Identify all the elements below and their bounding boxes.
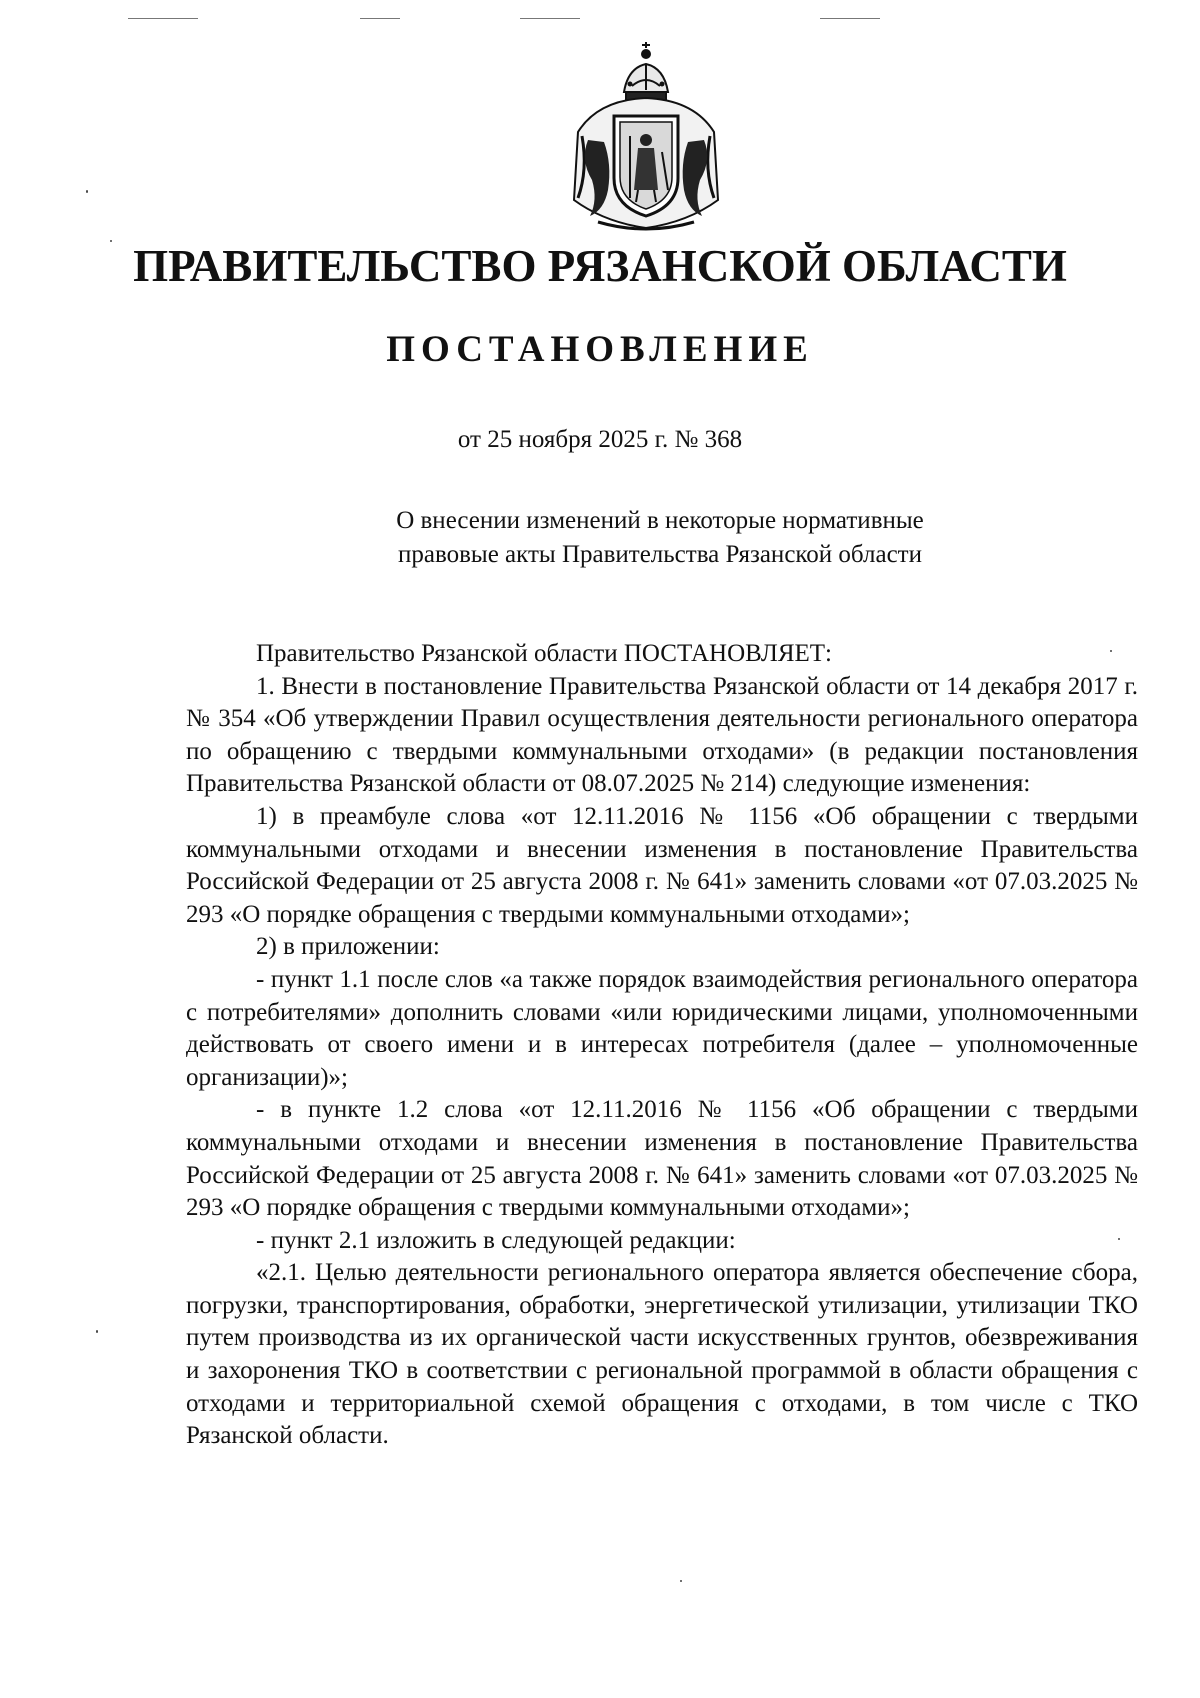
body-paragraph: 1) в преамбуле слова «от 12.11.2016 № 1156 «Об обращении с твердыми коммунальными отходами и внесении изменения в постановление Правительства Российской Федерации от 25 августа 2008 г. № 641» заменить словами «от 07.03.2025 № 293 «О порядке обращения с твердыми коммунальными отходами»;	[186, 802, 1138, 928]
body-paragraph: - в пункте 1.2 слова «от 12.11.2016 № 1156 «Об обращении с твердыми коммунальными отходами и внесении изменения в постановление Правительства Российской Федерации от 25 августа 2008 г. № 641» заменить словами «от 07.03.2025 № 293 «О порядке обращения с твердыми коммунальными отходами»;	[186, 1096, 1138, 1222]
document-date-number: от 25 ноября 2025 г. № 368	[457, 426, 743, 453]
scan-edge-mark	[360, 18, 400, 19]
body-paragraph: 2) в приложении:	[256, 933, 440, 961]
scan-speck	[680, 1580, 682, 1582]
body-paragraph: - пункт 1.1 после слов «а также порядок взаимодействия регионального оператора с потребителями» дополнить словами «или юридическими лицами, уполномоченными действовать от своего имени и в интересах потребителя (далее – уполномоченные организации)»;	[186, 965, 1138, 1091]
subject-line: О внесении изменений в некоторые нормативные	[396, 507, 924, 534]
body-paragraph: «2.1. Целью деятельности регионального оператора является обеспечение сбора, погрузки, транспортирования, обработки, энергетической утилизации, утилизации ТКО путем производства из их органической части искусственных грунтов, обезвреживания и захоронения ТКО в соответствии с региональной программой в области обращения с отходами и территориальной схемой обращения с отходами, в том числе с ТКО Рязанской области.	[186, 1259, 1138, 1450]
document-type-title: ПОСТАНОВЛЕНИЕ	[386, 329, 814, 370]
decree-statement: Правительство Рязанской области ПОСТАНОВЛЯЕТ:	[256, 640, 832, 667]
body-paragraph: - пункт 2.1 изложить в следующей редакции:	[256, 1226, 736, 1254]
scan-edge-mark	[520, 18, 580, 19]
body-paragraph: 1. Внести в постановление Правительства Рязанской области от 14 декабря 2017 г. № 354 «Об утверждении Правил осуществления деятельности регионального оператора по обращению с твердыми коммунальными отходами» (в редакции постановления Правительства Рязанской области от 08.07.2025 № 214) следующие изменения:	[186, 672, 1138, 798]
scan-edge-mark	[820, 18, 880, 19]
coat-of-arms-emblem	[568, 40, 724, 232]
scan-speck	[110, 240, 112, 242]
subject-line: правовые акты Правительства Рязанской области	[398, 541, 922, 568]
scan-speck	[86, 190, 88, 193]
scan-speck	[1110, 650, 1112, 652]
scan-speck	[96, 1330, 98, 1333]
document-subject	[360, 504, 960, 572]
scan-speck	[1118, 1238, 1120, 1240]
scan-edge-mark	[128, 18, 198, 19]
organization-title: ПРАВИТЕЛЬСТВО РЯЗАНСКОЙ ОБЛАСТИ	[133, 241, 1067, 291]
document-body	[186, 638, 1138, 1453]
